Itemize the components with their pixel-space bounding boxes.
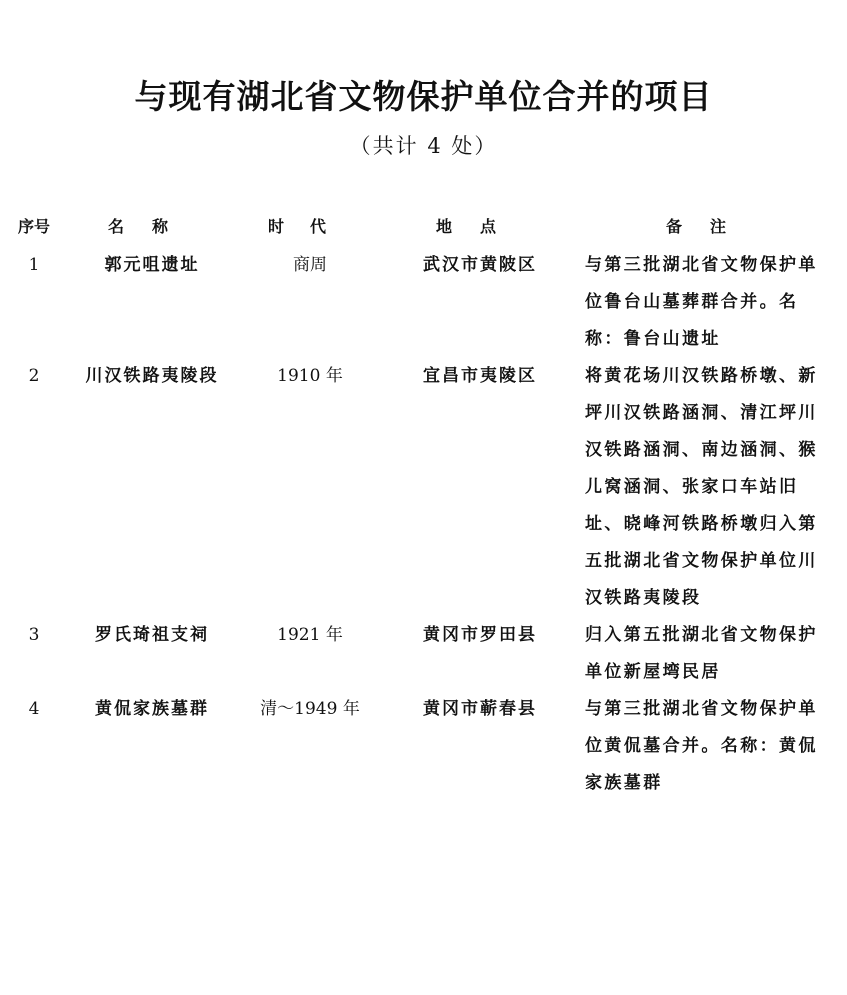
row-era: 1921 年 [277,625,343,645]
row-location: 黄冈市蕲春县 [423,699,537,719]
header-location: 地点 [435,217,524,236]
table-row [0,691,847,802]
header-era: 时代 [267,217,352,236]
header-name: 名称 [107,217,196,236]
row-note: 将黄花场川汉铁路桥墩、新坪川汉铁路涵洞、清江坪川汉铁路涵洞、南边涵洞、猴儿窝涵洞、张家口车站旧址、晓峰河铁路桥墩归入第五批湖北省文物保护单位川汉铁路夷陵段 [585,366,818,608]
row-location: 武汉市黄陂区 [423,255,537,275]
row-era: 1910 年 [277,366,343,386]
table-row [0,247,847,358]
row-seq: 4 [28,699,40,719]
row-era: 清～1949 年 [260,699,360,719]
header-note: 备注 [665,217,754,236]
table-row [0,617,847,691]
row-seq: 2 [28,366,40,386]
table-header [0,210,847,244]
row-name: 黄侃家族墓群 [95,699,209,719]
row-name: 罗氏琦祖支祠 [95,625,209,645]
row-note: 与第三批湖北省文物保护单位鲁台山墓葬群合并。名称：鲁台山遗址 [585,255,818,349]
table-body [0,247,847,802]
document-subtitle: （共计 4 处） [349,134,498,158]
row-seq: 3 [28,625,40,645]
row-note: 归入第五批湖北省文物保护单位新屋塆民居 [585,625,818,682]
header-seq: 序号 [17,217,50,236]
row-location: 黄冈市罗田县 [423,625,537,645]
document-title: 与现有湖北省文物保护单位合并的项目 [134,77,713,116]
table-row [0,358,847,617]
row-note: 与第三批湖北省文物保护单位黄侃墓合并。名称：黄侃家族墓群 [585,699,818,793]
row-name: 川汉铁路夷陵段 [85,366,219,386]
row-era: 商周 [293,255,327,275]
row-seq: 1 [28,255,40,275]
row-location: 宜昌市夷陵区 [423,366,537,386]
row-name: 郭元咀遗址 [104,255,200,275]
